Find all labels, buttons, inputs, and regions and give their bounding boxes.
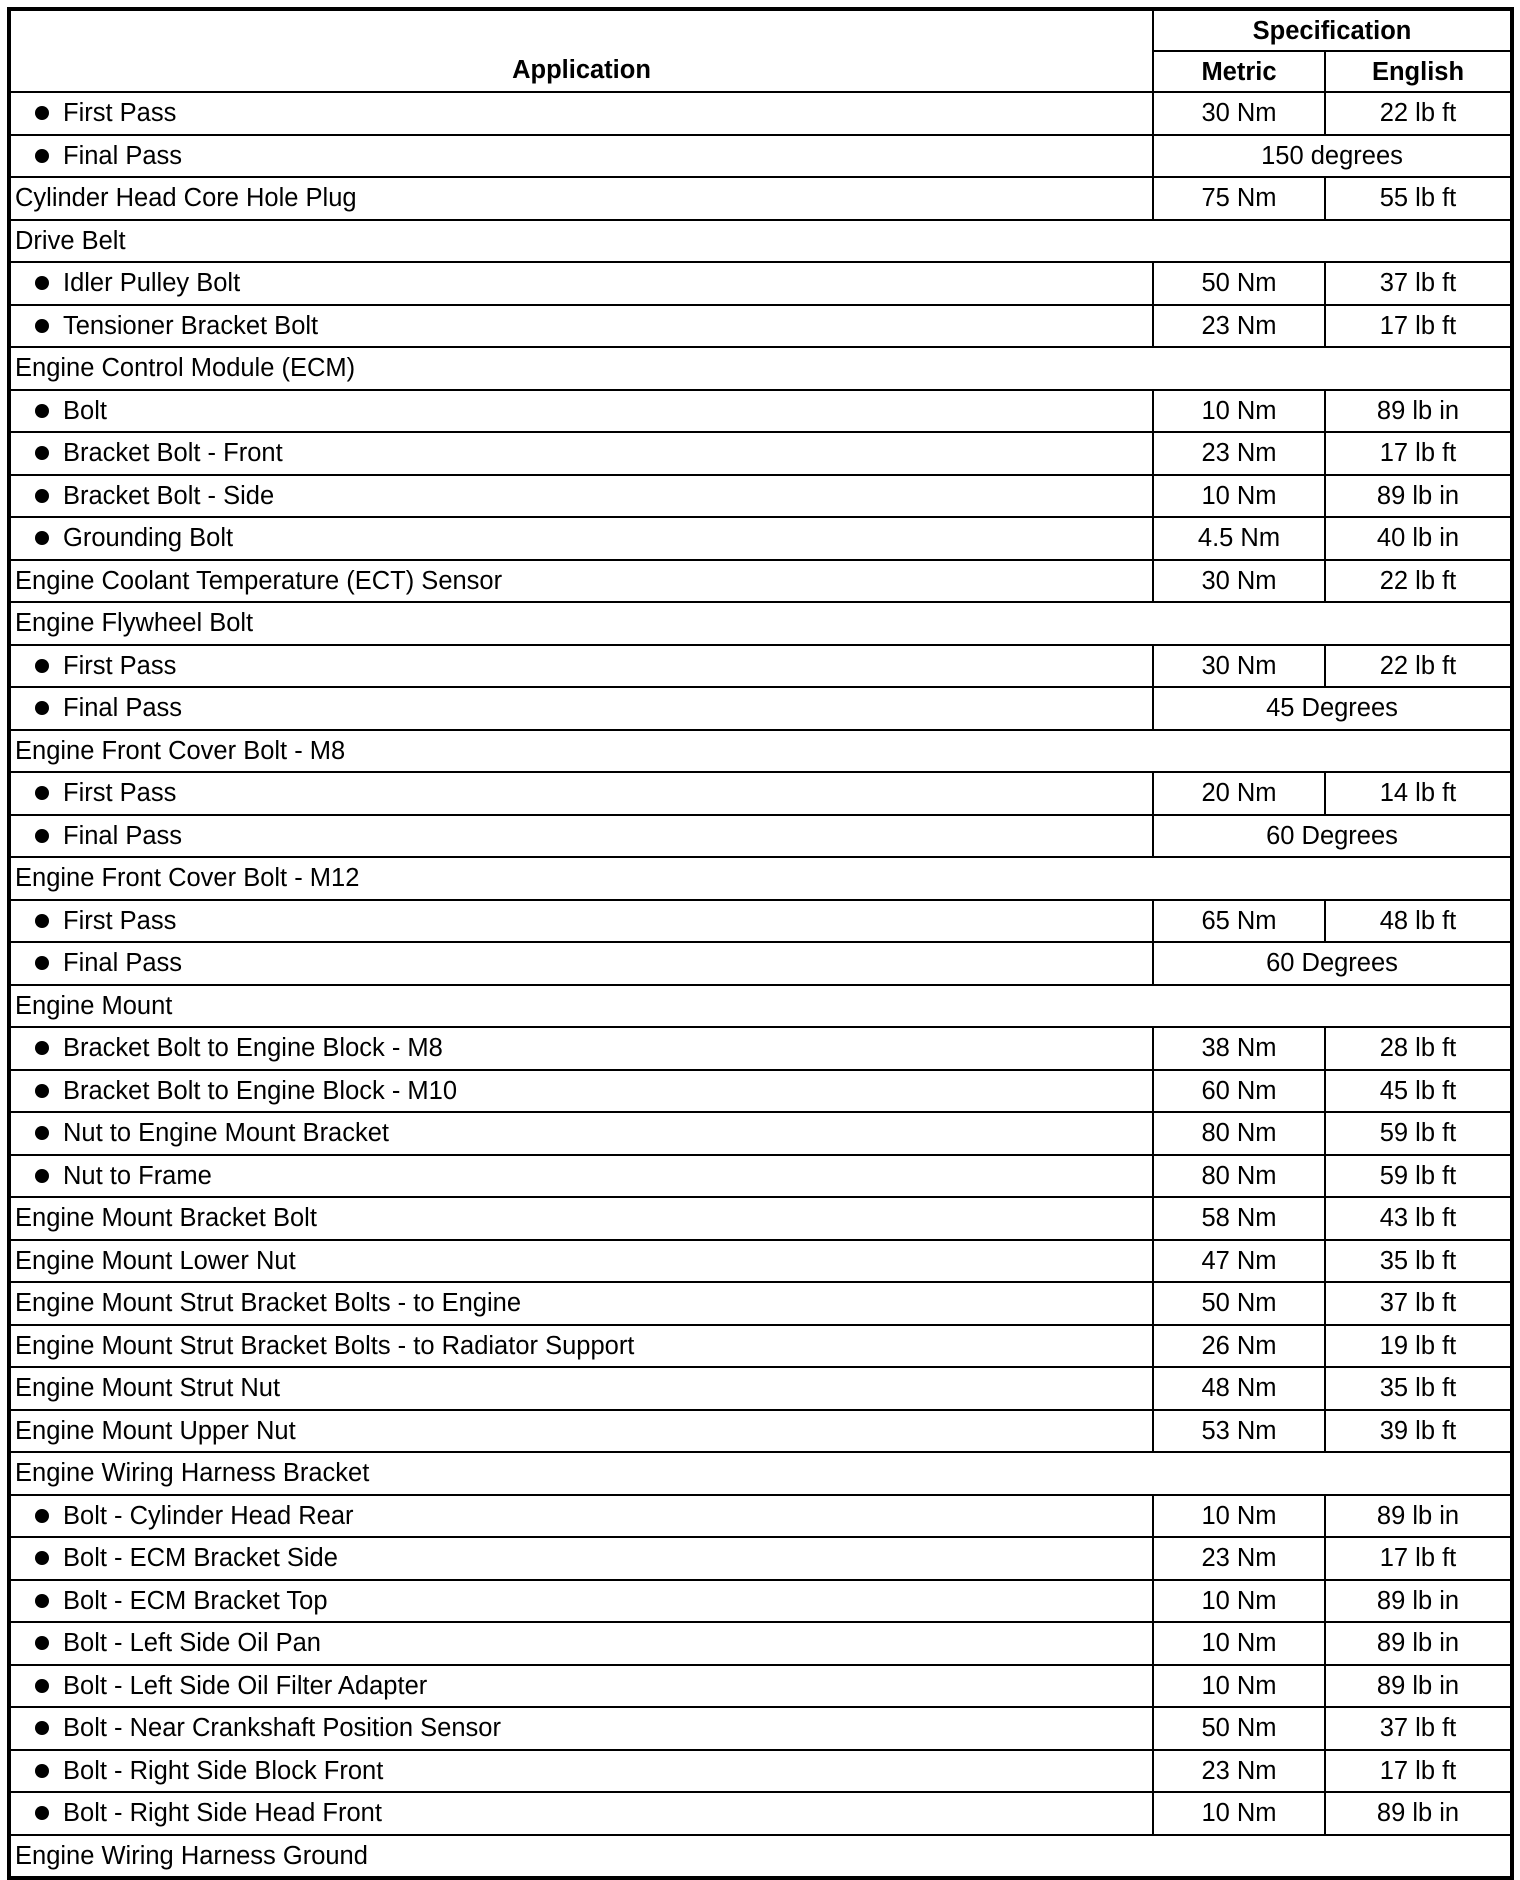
table-row [9,1622,1512,1665]
application-cell [9,305,1153,348]
table-row [9,92,1512,135]
application-text: Final Pass [63,949,183,978]
application-text: Bracket Bolt - Front [63,439,283,468]
english-cell: 89 lb in [1325,390,1512,433]
metric-cell: 20 Nm [1153,772,1325,815]
application-text: Engine Wiring Harness Bracket [15,1459,370,1488]
bullet-icon [35,1594,49,1608]
english-cell: 37 lb ft [1325,262,1512,305]
table-row [9,1070,1512,1113]
application-text: Engine Front Cover Bolt - M12 [15,864,360,893]
group-label-cell [9,985,1512,1028]
application-text: Bracket Bolt to Engine Block - M10 [63,1076,458,1105]
english-cell: 89 lb in [1325,475,1512,518]
table-row [9,1325,1512,1368]
bullet-icon [35,489,49,503]
metric-cell: 38 Nm [1153,1027,1325,1070]
group-label-cell [9,347,1512,390]
metric-cell: 80 Nm [1153,1155,1325,1198]
bullet-icon [35,1764,49,1778]
application-text: Bolt - Right Side Block Front [63,1756,384,1785]
bullet-icon [35,1041,49,1055]
group-label-cell [9,730,1512,773]
metric-cell: 23 Nm [1153,1750,1325,1793]
table-row [9,1240,1512,1283]
english-cell: 45 lb ft [1325,1070,1512,1113]
application-cell [9,1792,1153,1835]
application-text: Engine Flywheel Bolt [15,609,254,638]
table-row [9,1707,1512,1750]
bullet-icon [35,446,49,460]
table-row [9,135,1512,178]
application-text: First Pass [63,651,177,680]
application-text: Final Pass [63,821,183,850]
metric-cell: 47 Nm [1153,1240,1325,1283]
application-text: Engine Mount Lower Nut [15,1246,296,1275]
english-header: English [1325,51,1512,92]
group-row [9,347,1512,390]
specification-header: Specification [1153,9,1512,51]
metric-cell: 10 Nm [1153,390,1325,433]
application-cell [9,1282,1153,1325]
table-row [9,1792,1512,1835]
metric-cell: 53 Nm [1153,1410,1325,1453]
specification-table [7,7,1514,1880]
metric-cell: 30 Nm [1153,92,1325,135]
bullet-icon [35,1636,49,1650]
metric-cell: 30 Nm [1153,645,1325,688]
application-cell [9,1707,1153,1750]
application-text: Bracket Bolt - Side [63,481,275,510]
english-cell: 17 lb ft [1325,305,1512,348]
application-cell [9,517,1153,560]
application-cell [9,1367,1153,1410]
application-text: Drive Belt [15,226,126,255]
english-cell: 48 lb ft [1325,900,1512,943]
application-cell [9,1410,1153,1453]
bullet-icon [35,659,49,673]
metric-cell: 30 Nm [1153,560,1325,603]
specification-cell: 45 Degrees [1153,687,1512,730]
table-row [9,1495,1512,1538]
group-row [9,985,1512,1028]
table-row [9,390,1512,433]
application-text: Bolt - Left Side Oil Pan [63,1629,321,1658]
metric-cell: 10 Nm [1153,1580,1325,1623]
bullet-icon [35,1169,49,1183]
application-cell [9,1112,1153,1155]
english-cell: 39 lb ft [1325,1410,1512,1453]
application-text: Final Pass [63,694,183,723]
bullet-icon [35,1551,49,1565]
application-cell [9,135,1153,178]
metric-cell: 48 Nm [1153,1367,1325,1410]
bullet-icon [35,829,49,843]
english-cell: 89 lb in [1325,1580,1512,1623]
english-cell: 89 lb in [1325,1622,1512,1665]
table-row [9,305,1512,348]
bullet-icon [35,1509,49,1523]
application-cell [9,92,1153,135]
bullet-icon [35,319,49,333]
english-cell: 35 lb ft [1325,1240,1512,1283]
metric-cell: 10 Nm [1153,475,1325,518]
specification-cell: 60 Degrees [1153,942,1512,985]
metric-cell: 23 Nm [1153,305,1325,348]
bullet-icon [35,1126,49,1140]
application-text: Bolt - ECM Bracket Top [63,1586,328,1615]
table-row [9,432,1512,475]
group-label-cell [9,220,1512,263]
table-row [9,1750,1512,1793]
table-body [9,92,1512,1878]
application-text: Engine Mount Strut Bracket Bolts - to Radiator Support [15,1331,635,1360]
english-cell: 28 lb ft [1325,1027,1512,1070]
application-cell [9,815,1153,858]
bullet-icon [35,1679,49,1693]
group-row [9,220,1512,263]
group-label-cell [9,857,1512,900]
application-text: Engine Mount Strut Nut [15,1374,281,1403]
application-cell [9,1197,1153,1240]
application-cell [9,432,1153,475]
english-cell: 40 lb in [1325,517,1512,560]
application-text: Engine Mount [15,991,173,1020]
metric-cell: 10 Nm [1153,1495,1325,1538]
metric-cell: 10 Nm [1153,1622,1325,1665]
application-text: Bolt - Left Side Oil Filter Adapter [63,1671,428,1700]
application-text: Bracket Bolt to Engine Block - M8 [63,1034,443,1063]
application-text: Bolt - Cylinder Head Rear [63,1501,354,1530]
application-text: Bolt [63,396,107,425]
english-cell: 59 lb ft [1325,1155,1512,1198]
table-row [9,1367,1512,1410]
english-cell: 22 lb ft [1325,560,1512,603]
application-cell [9,645,1153,688]
application-cell [9,1537,1153,1580]
table-row [9,900,1512,943]
header-row [9,9,1512,51]
table-row [9,1282,1512,1325]
application-text: First Pass [63,906,177,935]
metric-cell: 80 Nm [1153,1112,1325,1155]
application-cell [9,772,1153,815]
bullet-icon [35,106,49,120]
bullet-icon [35,956,49,970]
english-cell: 89 lb in [1325,1665,1512,1708]
metric-cell: 23 Nm [1153,432,1325,475]
english-cell: 14 lb ft [1325,772,1512,815]
group-row [9,730,1512,773]
english-cell: 37 lb ft [1325,1707,1512,1750]
english-cell: 22 lb ft [1325,645,1512,688]
english-cell: 17 lb ft [1325,1750,1512,1793]
metric-cell: 23 Nm [1153,1537,1325,1580]
application-text: Engine Mount Strut Bracket Bolts - to Engine [15,1289,522,1318]
group-label-cell [9,1835,1512,1879]
application-text: Engine Front Cover Bolt - M8 [15,736,346,765]
application-cell [9,1027,1153,1070]
metric-cell: 26 Nm [1153,1325,1325,1368]
bullet-icon [35,531,49,545]
metric-cell: 10 Nm [1153,1665,1325,1708]
application-cell [9,900,1153,943]
metric-cell: 58 Nm [1153,1197,1325,1240]
application-cell [9,177,1153,220]
table-row [9,942,1512,985]
metric-cell: 4.5 Nm [1153,517,1325,560]
group-row [9,1835,1512,1879]
application-text: Tensioner Bracket Bolt [63,311,319,340]
application-text: Engine Wiring Harness Ground [15,1841,368,1870]
application-cell [9,1665,1153,1708]
english-cell: 89 lb in [1325,1792,1512,1835]
metric-cell: 65 Nm [1153,900,1325,943]
bullet-icon [35,1721,49,1735]
table-row [9,1580,1512,1623]
bullet-icon [35,701,49,715]
application-text: Bolt - Near Crankshaft Position Sensor [63,1714,501,1743]
application-cell [9,687,1153,730]
english-cell: 17 lb ft [1325,432,1512,475]
application-cell [9,1155,1153,1198]
table-row [9,815,1512,858]
english-cell: 22 lb ft [1325,92,1512,135]
table-row [9,645,1512,688]
bullet-icon [35,276,49,290]
table-row [9,1537,1512,1580]
application-cell [9,1750,1153,1793]
bullet-icon [35,404,49,418]
english-cell: 35 lb ft [1325,1367,1512,1410]
application-text: Bolt - ECM Bracket Side [63,1544,338,1573]
application-cell [9,1495,1153,1538]
application-cell [9,942,1153,985]
application-text: First Pass [63,99,177,128]
bullet-icon [35,914,49,928]
table-row [9,517,1512,560]
application-text: First Pass [63,779,177,808]
application-text: Grounding Bolt [63,524,234,553]
table-row [9,1112,1512,1155]
application-text: Idler Pulley Bolt [63,269,241,298]
application-cell [9,1622,1153,1665]
application-text: Nut to Engine Mount Bracket [63,1119,390,1148]
english-cell: 19 lb ft [1325,1325,1512,1368]
application-text: Nut to Frame [63,1161,212,1190]
table-row [9,1197,1512,1240]
english-cell: 89 lb in [1325,1495,1512,1538]
metric-cell: 10 Nm [1153,1792,1325,1835]
group-row [9,857,1512,900]
application-text: Engine Mount Bracket Bolt [15,1204,317,1233]
group-row [9,602,1512,645]
table-row [9,772,1512,815]
application-cell [9,1240,1153,1283]
application-cell [9,1580,1153,1623]
table-row [9,262,1512,305]
application-text: Final Pass [63,141,183,170]
application-text: Engine Control Module (ECM) [15,354,356,383]
metric-cell: 50 Nm [1153,1282,1325,1325]
metric-header: Metric [1153,51,1325,92]
application-header: Application [9,9,1153,92]
application-text: Engine Coolant Temperature (ECT) Sensor [15,566,503,595]
group-row [9,1452,1512,1495]
metric-cell: 50 Nm [1153,262,1325,305]
application-cell [9,475,1153,518]
table-row [9,177,1512,220]
table-row [9,1665,1512,1708]
application-text: Engine Mount Upper Nut [15,1416,296,1445]
application-cell [9,560,1153,603]
table-row [9,687,1512,730]
english-cell: 17 lb ft [1325,1537,1512,1580]
bullet-icon [35,786,49,800]
application-cell [9,1325,1153,1368]
application-text: Cylinder Head Core Hole Plug [15,184,357,213]
english-cell: 55 lb ft [1325,177,1512,220]
application-cell [9,262,1153,305]
application-cell [9,390,1153,433]
metric-cell: 60 Nm [1153,1070,1325,1113]
table-row [9,1155,1512,1198]
table-row [9,1410,1512,1453]
group-label-cell [9,602,1512,645]
application-text: Bolt - Right Side Head Front [63,1799,382,1828]
bullet-icon [35,149,49,163]
application-cell [9,1070,1153,1113]
english-cell: 59 lb ft [1325,1112,1512,1155]
table-row [9,475,1512,518]
table-row [9,560,1512,603]
metric-cell: 75 Nm [1153,177,1325,220]
group-label-cell [9,1452,1512,1495]
specification-cell: 60 Degrees [1153,815,1512,858]
bullet-icon [35,1806,49,1820]
bullet-icon [35,1084,49,1098]
english-cell: 37 lb ft [1325,1282,1512,1325]
specification-cell: 150 degrees [1153,135,1512,178]
english-cell: 43 lb ft [1325,1197,1512,1240]
table-row [9,1027,1512,1070]
metric-cell: 50 Nm [1153,1707,1325,1750]
